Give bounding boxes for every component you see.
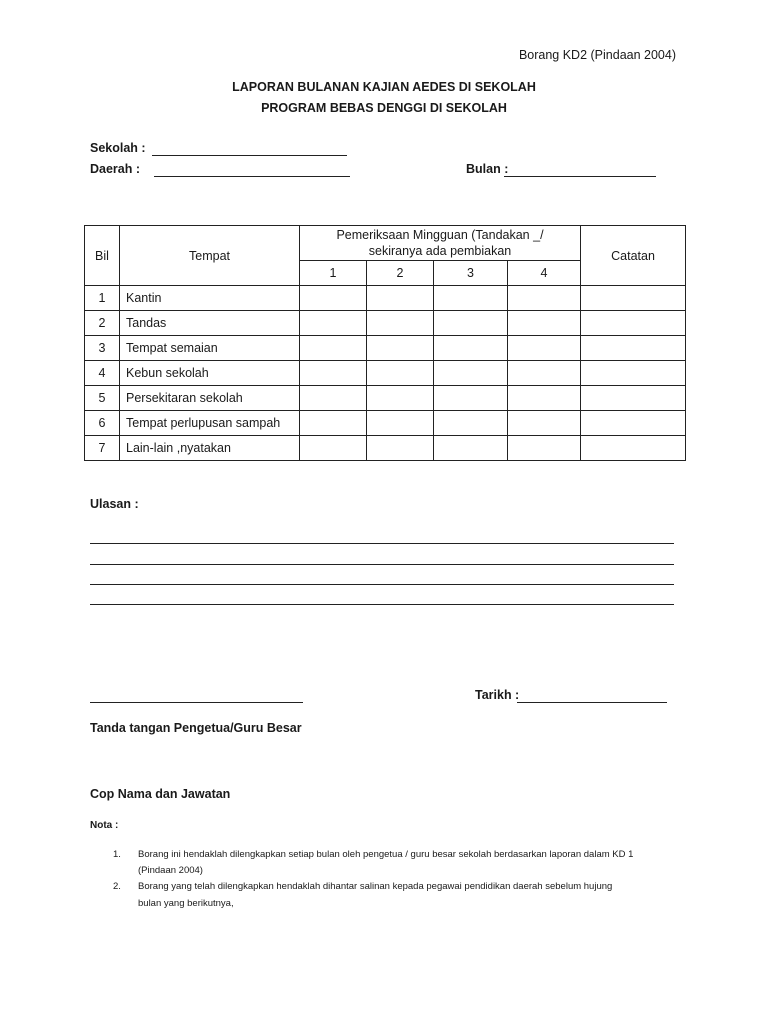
- catatan-cell[interactable]: [581, 386, 686, 411]
- ulasan-line[interactable]: [90, 604, 674, 605]
- week-cell[interactable]: [434, 336, 508, 361]
- title-line-1: LAPORAN BULANAN KAJIAN AEDES DI SEKOLAH: [232, 80, 536, 94]
- row-tempat: Lain-lain ,nyatakan: [120, 436, 300, 461]
- pemeriksaan-line-1: Pemeriksaan Mingguan (Tandakan _/: [336, 228, 544, 242]
- daerah-label: Daerah :: [90, 162, 141, 176]
- week-cell[interactable]: [367, 336, 434, 361]
- week-cell[interactable]: [508, 311, 581, 336]
- row-bil: 7: [85, 436, 120, 461]
- tarikh-label: Tarikh :: [475, 688, 520, 702]
- title-line-2: PROGRAM BEBAS DENGGI DI SEKOLAH: [261, 101, 507, 115]
- week-cell[interactable]: [300, 336, 367, 361]
- week-header: 4: [508, 261, 581, 286]
- bulan-label: Bulan :: [466, 162, 509, 176]
- week-cell[interactable]: [434, 286, 508, 311]
- week-cell[interactable]: [508, 336, 581, 361]
- col-pemeriksaan-header: [300, 226, 581, 261]
- sekolah-field[interactable]: [152, 155, 347, 156]
- note-text: bulan yang berikutnya,: [138, 898, 234, 909]
- bulan-field[interactable]: [504, 176, 656, 177]
- week-cell[interactable]: [434, 311, 508, 336]
- week-cell[interactable]: [434, 411, 508, 436]
- week-cell[interactable]: [300, 411, 367, 436]
- catatan-cell[interactable]: [581, 311, 686, 336]
- row-tempat: Kantin: [120, 286, 300, 311]
- week-cell[interactable]: [367, 361, 434, 386]
- week-cell[interactable]: [367, 436, 434, 461]
- week-cell[interactable]: [367, 286, 434, 311]
- cop-label: Cop Nama dan Jawatan: [90, 787, 231, 801]
- table-row: [85, 386, 686, 411]
- week-cell[interactable]: [508, 361, 581, 386]
- pemeriksaan-line-2: sekiranya ada pembiakan: [368, 244, 512, 258]
- week-cell[interactable]: [434, 436, 508, 461]
- nota-label: Nota :: [90, 820, 119, 831]
- col-tempat-header: Tempat: [120, 226, 300, 286]
- row-tempat: Tempat semaian: [120, 336, 300, 361]
- ulasan-label: Ulasan :: [90, 497, 139, 511]
- table-row: [85, 336, 686, 361]
- col-bil-header: Bil: [85, 226, 120, 286]
- row-bil: 2: [85, 311, 120, 336]
- week-header: 3: [434, 261, 508, 286]
- week-cell[interactable]: [300, 361, 367, 386]
- table-row: [85, 436, 686, 461]
- note-text: Borang yang telah dilengkapkan hendaklah dihantar salinan kepada pegawai pendidikan daerah sebelum hujung: [138, 881, 613, 892]
- week-cell[interactable]: [300, 386, 367, 411]
- week-header: 2: [367, 261, 434, 286]
- row-bil: 1: [85, 286, 120, 311]
- row-bil: 6: [85, 411, 120, 436]
- table-row: [85, 311, 686, 336]
- week-cell[interactable]: [508, 436, 581, 461]
- inspection-table: [84, 225, 686, 461]
- note-number: 2.: [113, 881, 121, 892]
- catatan-cell[interactable]: [581, 336, 686, 361]
- row-bil: 5: [85, 386, 120, 411]
- signature-label: Tanda tangan Pengetua/Guru Besar: [90, 721, 302, 735]
- week-cell[interactable]: [367, 311, 434, 336]
- ulasan-line[interactable]: [90, 564, 674, 565]
- week-cell[interactable]: [300, 286, 367, 311]
- week-cell[interactable]: [300, 311, 367, 336]
- catatan-cell[interactable]: [581, 436, 686, 461]
- week-cell[interactable]: [434, 386, 508, 411]
- signature-line[interactable]: [90, 702, 303, 703]
- week-cell[interactable]: [508, 411, 581, 436]
- catatan-cell[interactable]: [581, 411, 686, 436]
- catatan-cell[interactable]: [581, 361, 686, 386]
- week-cell[interactable]: [434, 361, 508, 386]
- week-cell[interactable]: [367, 411, 434, 436]
- catatan-cell[interactable]: [581, 286, 686, 311]
- note-text: (Pindaan 2004): [138, 865, 203, 876]
- row-tempat: Persekitaran sekolah: [120, 386, 300, 411]
- week-cell[interactable]: [508, 286, 581, 311]
- table-row: [85, 361, 686, 386]
- row-bil: 3: [85, 336, 120, 361]
- ulasan-line[interactable]: [90, 543, 674, 544]
- form-code: Borang KD2 (Pindaan 2004): [518, 48, 676, 62]
- note-text: Borang ini hendaklah dilengkapkan setiap bulan oleh pengetua / guru besar sekolah berdasarkan laporan dalam KD 1: [138, 849, 634, 860]
- row-bil: 4: [85, 361, 120, 386]
- row-tempat: Tempat perlupusan sampah: [120, 411, 300, 436]
- tarikh-field[interactable]: [517, 702, 667, 703]
- row-tempat: Tandas: [120, 311, 300, 336]
- note-number: 1.: [113, 849, 121, 860]
- col-catatan-header: Catatan: [581, 226, 686, 286]
- week-cell[interactable]: [300, 436, 367, 461]
- week-cell[interactable]: [508, 386, 581, 411]
- ulasan-line[interactable]: [90, 584, 674, 585]
- sekolah-label: Sekolah :: [90, 141, 146, 155]
- week-header: 1: [300, 261, 367, 286]
- daerah-field[interactable]: [154, 176, 350, 177]
- week-cell[interactable]: [367, 386, 434, 411]
- row-tempat: Kebun sekolah: [120, 361, 300, 386]
- table-row: [85, 411, 686, 436]
- table-row: [85, 286, 686, 311]
